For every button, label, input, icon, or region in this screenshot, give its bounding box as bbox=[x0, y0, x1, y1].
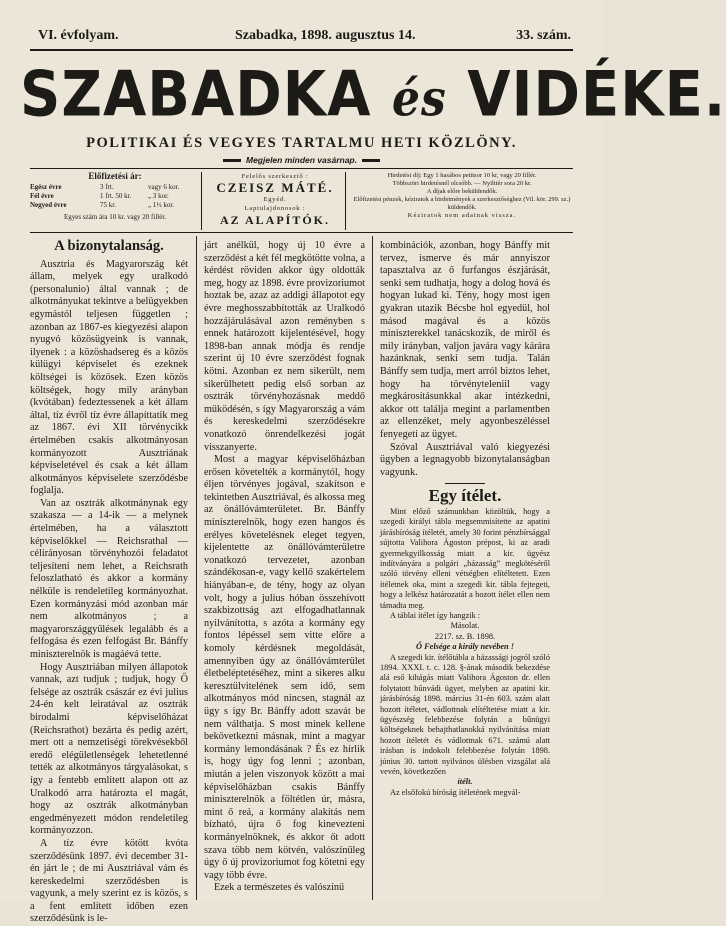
issue-number: 33. szám. bbox=[516, 28, 571, 43]
ornament-left bbox=[223, 159, 241, 162]
subscription-heading: Előfizetési ár: bbox=[88, 171, 142, 181]
editor-label: Felelős szerkesztő : bbox=[241, 173, 309, 180]
paragraph: A tíz évre kötött kvóta szerződésünk 1897. évi december 31-én járt le ; de mi Ausztriával vám és kereskedelmi szerződésben is vagyunk, a mely szerint ez is közös, s a fent említett időben ezen szerződésünk is le- bbox=[30, 837, 188, 925]
column-divider bbox=[372, 236, 373, 900]
advertising-box: Hirdetési díj: Egy 1 hasábos petitsor 10 kr, vagy 20 fillér. Többszöri hirdetésnél olcsóbb. — Nyilttér sora 20 kr. A díjak előre beküldendők. Előfizetési pénzek, kéziratok a hirdetmények a szerkesztőséghez (Vil. kör. 299. sz.) küldendők. Kéziratok nem adatnak vissza. bbox=[353, 172, 571, 219]
owners: AZ ALAPÍTÓK. bbox=[219, 213, 330, 227]
publication-frequency: Megjelen minden vasárnap. bbox=[0, 155, 603, 165]
article-title: Egy ítélet. bbox=[428, 486, 502, 506]
paragraph: járt anélkül, hogy új 10 évre a szerződést a két fél megkötötte volna, a kérdést röviden akkor úgy oldották meg, hogy az 1898. évre provizoriumot hoztak be, azaz az addigi állapotot egy évre meghosszabbították az Uralkodó hozzájárulásával azon reményben s ennek határozott kijelentésével, hogy 1898-ban annak módja és rendje szerint új 10 évre szerződést fognak kötni. Azonban ez nem sikerült, nem sikerülhetett pedig első sorban az osztrák törvényhozásnak meddő működésén, s így Magyarország a vám és kereskedelmi szerződésekre vonatkozó önrendelkezési jogát visszanyerte. bbox=[204, 240, 365, 453]
column-1 bbox=[30, 238, 188, 925]
case-number: 2217. sz. B. 1898. bbox=[434, 631, 496, 641]
single-issue-price: Egyes szám ára 10 kr. vagy 20 fillér. bbox=[63, 213, 167, 221]
ornament-right bbox=[362, 159, 380, 162]
column-2 bbox=[204, 240, 365, 900]
masthead-title: SZABADKA és VIDÉKE. bbox=[20, 58, 726, 132]
article-egy-itelet bbox=[380, 486, 550, 798]
paragraph: Szóval Ausztriával való kiegyezési ügyben a legnagyobb bizonytalanságban vagyunk. bbox=[380, 441, 550, 478]
subscription-row: Fél évre 1 frt. 50 kr. „ 3 kor. bbox=[30, 192, 169, 200]
royal-formula: Ő Felsége a király nevében ! bbox=[416, 642, 514, 652]
editor-box bbox=[205, 172, 345, 232]
column-divider bbox=[196, 236, 197, 900]
paragraph: Most a magyar képviselőházban erősen követelték a kormánytól, hogy éljen törvényes jogával, szakítson e tekintetben Ausztriával, és alkossa meg az önállóvámterületet. Br. Bánffy miniszterelnök, hogy ezen hangos és erélyes követelésnek eleget tegyen, kijelentette az önállóvámterületre vonatkozó tervezetet, azonban szándékosan-e, vagy kellő szakértelem hiányában-e, de tény, hogy az olyan volt, hogy a julius hóban összehívott szakbizottság azt elfogadhatlannak nyilvánította, s azóta a kormány egy fontos lépéssel sem vitte előre a komoly kérdésnek megoldását, amennyiben úgy az önállóvámterület életbeléptetéséhez, mint a sikeres alku keresztülvitelének sem idő, sem alkotmányos mód nincsen, stagnál az ügy s így Br. Bánffy adott szavát be nem válthatja. S most minek kellene bekövetkezni másnak, mint a magyar kormány lemondásának ? És ez hírlik is, hogy úgy fog lenni ; azonban, miután a jelen viszonyok között a mai képviselőházban csakis Bánffy miniszterelnök a föltétlen úr, másra, mint ő reá, a kormány alakítás nem bízható, újra ő fog kinevezteni kormányelnöknek, és akkor őt adott szava több nem kötvén, valószínűleg úgy ő új provizoriumot fog kötetni egy vagy több évre. bbox=[204, 454, 365, 881]
paragraph: Van az osztrák alkotmánynak egy szakasza — a 14-ik — a melynek értelmében, ha a választott képviselőkkel — Reichsrathal — célirányosan törvényhozói feladatot teljesíteni nem lehet, a Reichsrath feloszlatható és akkor a kormány nélküle is rendeletileg kormányozhat. Ezen kormányzási mód azonban már nem alkotmányos ; a magyarországgyűlések legalább és a felfogása és ezen felfogást Br. Bánffy miniszterelnök is magáévá tette. bbox=[30, 497, 188, 660]
editor-role: Egyéd. bbox=[263, 196, 287, 203]
subtitle: POLITIKAI ÉS VEGYES TARTALMU HETI KÖZLÖNY. bbox=[86, 135, 517, 151]
info-divider bbox=[345, 172, 346, 230]
article-title: A bizonytalanság. bbox=[54, 238, 164, 254]
volume-label: VI. évfolyam. bbox=[38, 28, 119, 43]
paragraph: A szegedi kir. ítélőtábla a házassági jogról szóló 1894. XXXI. t. c. 128. §-ának második bekezdése alá eső kihágás miatt Valihora Ágoston dr. ellen folytatott bűnvádi ügyet, melyben az apatini kir. járásbíróság 1898. március 31-én 603. szám alatt hozott ítéletet, vádlottnak elítéltetése miatt a kir. ügyészség felebbezése folytán a bűnügyi költségeknek behajthatlanokká nyilvánítása miatt hozott ítéletét és vádlottnak 671. számú alatt irásban is indokolt felebbezése folytán 1898. június 30. tartott nyilvános ülésben vizsgálat alá vevén, következően bbox=[380, 652, 550, 777]
info-bottom-rule bbox=[30, 232, 573, 233]
top-line bbox=[30, 28, 573, 46]
info-divider bbox=[201, 172, 202, 230]
paragraph: Ezek a természetes és valószínű bbox=[214, 882, 345, 894]
subscription-row: Negyed évre 75 kr. „ 1½ kor. bbox=[30, 201, 175, 209]
column-3 bbox=[380, 240, 550, 900]
editor-name: CZEISZ MÁTÉ. bbox=[216, 180, 334, 195]
verdict-word: ítélt. bbox=[457, 777, 473, 787]
copy-label: Másolat. bbox=[450, 621, 480, 631]
dateline: Szabadka, 1898. augusztus 14. bbox=[235, 28, 416, 43]
paragraph: Ausztria és Magyarország két állam, melyek egy uralkodó (personalunio) által vannak ; de alkotmányukat tekintve a belügyekben egymástól teljesen független ; azonban az 1867-es kiegyezési alapon nyugvó közösügyeink is vannak, ilyenek : a közöshadsereg és a közös külügyi képviselet és ezeknek költségei is közösek. Ezen közös költségek, hogy mily arányban (kvótában) fedeztessenek a két állam által, tíz évről tíz évre állapíttatik meg az 1867. évi XII törvénycikk értelmében csakis alkotmányosan kormányozott Ausztriának képviseletével és csak a két állam alkotmányos képviselete szerződésbe foglalja. bbox=[30, 258, 188, 497]
article-separator bbox=[445, 483, 485, 484]
article-body bbox=[380, 507, 550, 798]
info-top-rule bbox=[30, 168, 573, 169]
paragraph: Mint előző számunkban közöltük, hogy a szegedi királyi tábla megsemmisítette az apatini járásbíróság ítéletét, amely 30 forint pénzbírsággal sújtotta Valihora Ágoston prépost, ki az aradi gyermekgyilkosság miatt a kir. ügyész indítványára a polgári „házasság” megkötéséről szóló törvény elleni vétségben elítéltetett. Ezen ítéletnek oka, mint a szegedi kir. tábla fejtegeti, hogy a lelkész határozatát a hozott ítélet ellen nem támadta meg. bbox=[380, 506, 550, 610]
paragraph: A táblai ítélet így hangzik : bbox=[390, 610, 481, 620]
subscription-box bbox=[30, 172, 200, 232]
subscription-row: Egész évre 3 frt. vagy 6 kor. bbox=[30, 183, 180, 191]
paragraph: Hogy Ausztriában milyen állapotok vannak, azt tudjuk ; tudjuk, hogy Ő felsége az osztrák császár ez évi julius 24-én kelt leiratával az osztrák birodalmi képviselőházat (Reichsrathot) bezárta és pedig azért, mert ott a nemzetiségi törekvésekből eredő elégületlenségek lehetetlenné tették az alkotmányos tárgyalásokat, s így a fentebb említett alapon ott az Uralkodó arra határozta el magát, hogy az osztrák alkotmányban engedményezett módon rendeletileg kormányozzon. bbox=[30, 661, 188, 837]
owner-label: Laptulajdonosok : bbox=[244, 205, 306, 212]
paragraph: Az elsőfokú bíróság ítéletének megvál- bbox=[390, 787, 521, 797]
paragraph: kombinációk, azonban, hogy Bánffy mit tervez, ismerve és már annyiszor tapasztalva az ő furfangos észjárását, senki sem tudhatja, hogy a dolog hová és hogyan lukad ki. Tény, hogy most igen gyakran utazik Bécsbe hol egyedül, hol másod magával és a közös miniszterekkel tanácskozik, de miről és mily irányban, valjon javára vagy kárára hazánknak, senki sem tudja. Talán Bánffy sem tudja, mert arról biztos lehet, hogy ha törvényteleniil vagy megkárosításunkkal akar intézkedni, akkor ott találja megint a parlamentben az ellenzéket, mely agyonbeszéléssel fenyegeti az ügyet. bbox=[380, 240, 550, 440]
top-rule bbox=[30, 49, 573, 51]
